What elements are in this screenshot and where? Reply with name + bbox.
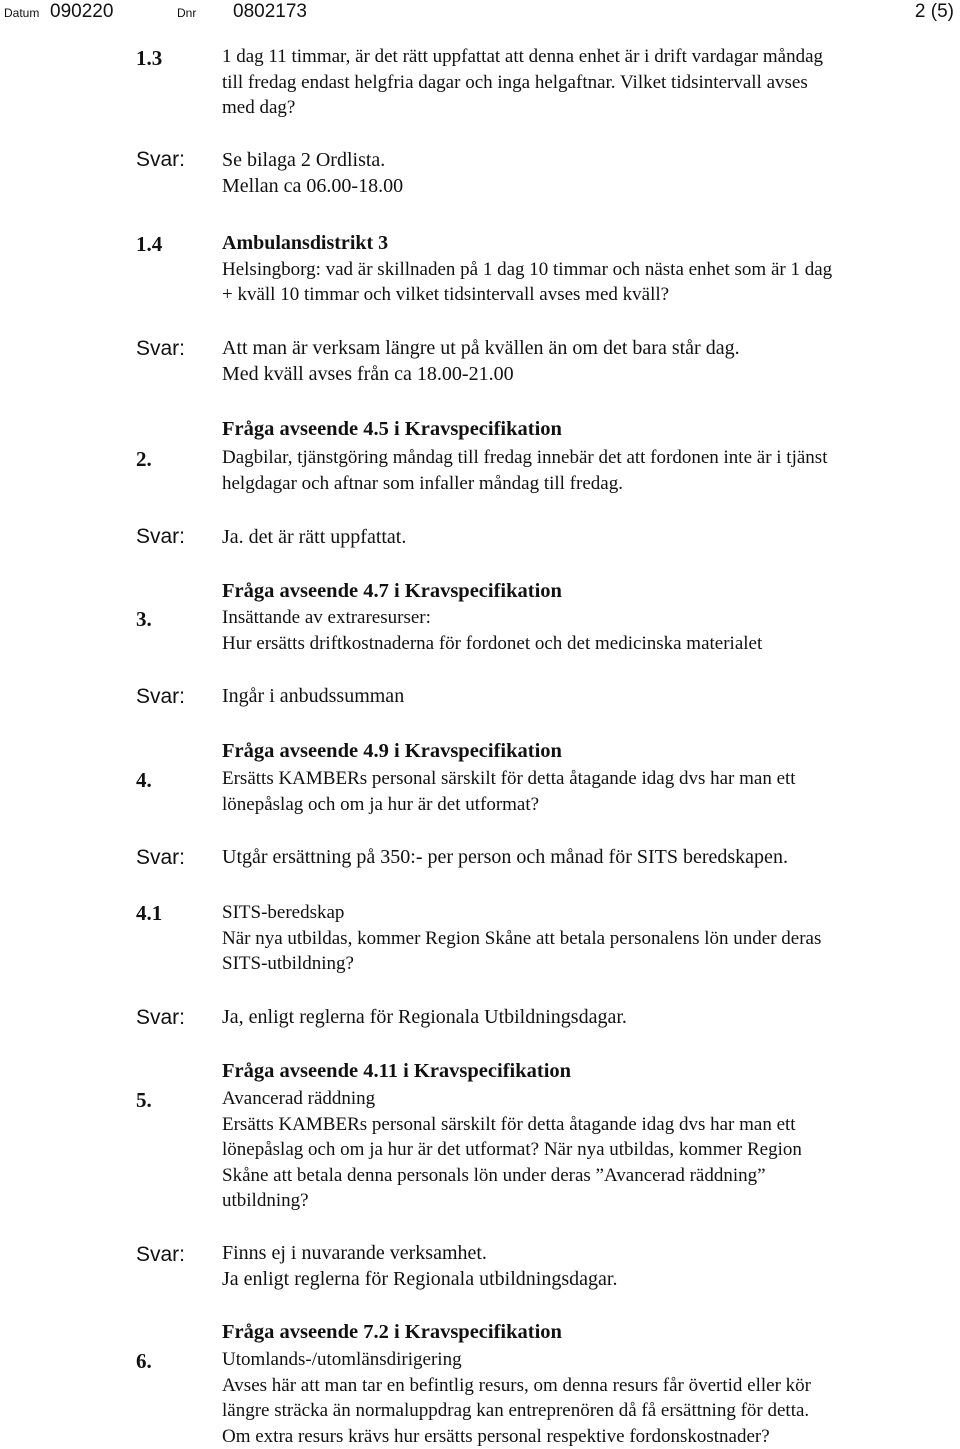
section-heading: Fråga avseende 4.5 i Kravspecifikation <box>222 418 562 440</box>
question-number: 5. <box>136 1088 152 1112</box>
question-text: SITS-beredskap När nya utbildas, kommer Region Skåne att betala personalens lön under deras SITS-utbildning? <box>222 902 822 974</box>
question-number: 4. <box>136 768 152 792</box>
question-number: 1.4 <box>136 232 163 256</box>
question-text: Insättande av extraresurser: Hur ersätts driftkostnaderna för fordonet och det medicinska materialet <box>222 607 763 654</box>
page-number: 2 (5) <box>914 1 954 22</box>
question-number: 2. <box>136 447 152 471</box>
svar-label: Svar: <box>136 846 186 869</box>
svar-label: Svar: <box>136 148 186 171</box>
page-header <box>0 0 960 30</box>
question-number: 6. <box>136 1349 152 1373</box>
answer-text: Ja, enligt reglerna för Regionala Utbildningsdagar. <box>222 1006 627 1028</box>
svar-label: Svar: <box>136 685 186 708</box>
question-text: Avancerad räddning Ersätts KAMBERs personal särskilt för detta åtagande idag dvs har man ett lönepåslag och om ja hur är det utformat? När nya utbildas, kommer Region Skåne att betala denna personals lön under deras ”Avancerad räddning” utbildning? <box>222 1088 802 1211</box>
datum-value: 090220 <box>50 1 114 22</box>
answer-text: Ingår i anbudssumman <box>222 685 405 707</box>
question-number: 3. <box>136 607 152 631</box>
answer-text: Finns ej i nuvarande verksamhet. Ja enligt reglerna för Regionala utbildningsdagar. <box>222 1242 618 1290</box>
question-text: 1 dag 11 timmar, är det rätt uppfattat att denna enhet är i drift vardagar måndag till fredag endast helgfria dagar och inga helgaftnar. Vilket tidsintervall avses med dag? <box>222 46 824 118</box>
svar-label: Svar: <box>136 1006 186 1029</box>
question-text: Utomlands-/utomlänsdirigering Avses här att man tar en befintlig resurs, om denna resurs får övertid eller kör längre sträcka än normaluppdrag kan entreprenören då få ersättning för detta. Om extra resurs krävs hur ersätts personal respektive fordonskostnader? <box>222 1349 811 1447</box>
answer-text: Utgår ersättning på 350:- per person och månad för SITS beredskapen. <box>222 846 788 868</box>
question-number: 1.3 <box>136 46 163 70</box>
datum-label: Datum <box>4 6 40 20</box>
section-heading: Fråga avseende 7.2 i Kravspecifikation <box>222 1321 562 1343</box>
dnr-label: Dnr <box>177 6 197 20</box>
svar-label: Svar: <box>136 1243 186 1266</box>
question-number: 4.1 <box>136 901 163 925</box>
svar-label: Svar: <box>136 525 186 548</box>
dnr-value: 0802173 <box>233 1 307 22</box>
question-title: Ambulansdistrikt 3 <box>222 232 389 254</box>
section-heading: Fråga avseende 4.9 i Kravspecifikation <box>222 740 562 762</box>
question-text: Ambulansdistrikt 3 Helsingborg: vad är skillnaden på 1 dag 10 timmar och nästa enhet som är 1 dag + kväll 10 timmar och vilket tidsintervall avses med kväll? <box>222 231 952 308</box>
svar-label: Svar: <box>136 337 186 360</box>
answer-text: Se bilaga 2 Ordlista. Mellan ca 06.00-18.00 <box>222 149 404 197</box>
section-heading: Fråga avseende 4.7 i Kravspecifikation <box>222 580 562 602</box>
answer-text: Ja. det är rätt uppfattat. <box>222 526 407 548</box>
answer-text: Att man är verksam längre ut på kvällen än om det bara står dag. Med kväll avses från ca 18.00-21.00 <box>222 337 740 385</box>
question-text: Dagbilar, tjänstgöring måndag till fredag innebär det att fordonen inte är i tjänst helgdagar och aftnar som infaller måndag till fredag. <box>222 447 828 494</box>
section-heading: Fråga avseende 4.11 i Kravspecifikation <box>222 1060 572 1082</box>
question-text: Ersätts KAMBERs personal särskilt för detta åtagande idag dvs har man ett lönepåslag och om ja hur är det utformat? <box>222 768 796 815</box>
